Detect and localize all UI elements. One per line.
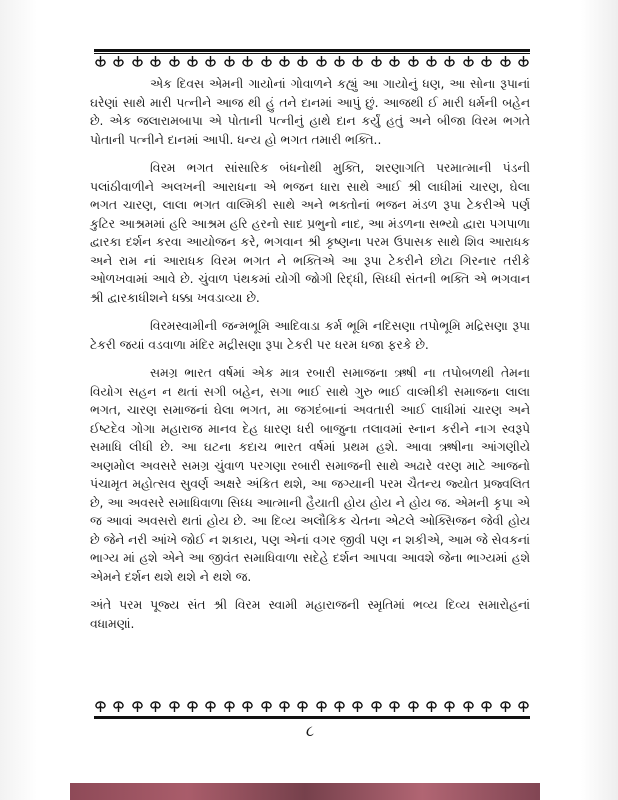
flourish-ornament-icon xyxy=(425,701,438,713)
flourish-ornament-icon xyxy=(260,701,273,713)
cover-edge-band xyxy=(70,783,540,800)
bottom-ornament-row xyxy=(94,701,530,715)
flourish-ornament-icon xyxy=(131,701,144,713)
flourish-ornament-icon xyxy=(186,55,199,67)
flourish-ornament-icon xyxy=(351,55,364,67)
flourish-ornament-icon xyxy=(517,701,530,713)
top-border-rule-thin xyxy=(94,53,530,54)
flourish-ornament-icon xyxy=(425,55,438,67)
flourish-ornament-icon xyxy=(443,701,456,713)
flourish-ornament-icon xyxy=(407,701,420,713)
flourish-ornament-icon xyxy=(112,55,125,67)
paragraph-2: વિરમ ભગત સાંસારિક બંધનોથી મુક્તિ, શરણાગતિ પરમાત્માની પંડની પલાંઠીવાળીને અલખની આરાધના એ ભજન ધારા સાથે આઈ શ્રી લાધીમાં ચારણ, ઘેલા ભગત ચારણ, લાલા ભગત વાલ્મિકી સાથે અને ભક્તોનાં ભજન મંડળ રૂપા ટેકરીએ પર્ણ કુટિર આશ્રમમાં હરિ આશ્રમ હરિ હરનો સાદ પ્રભુનો નાદ, આ મંડળના સભ્યો દ્વારા પગપાળા દ્વારકા દર્શન કરવા આયોજન કરે, ભગવાન શ્રી કૃષ્ણના પરમ ઉપાસક સાથે શિવ આરાધક અને રામ નાં આરાધક વિરમ ભગત ને ભક્તિએ આ રૂપા ટેકરીને છોટા ગિરનાર તરીકે ઓળખવામાં આવે છે. ચુંવાળ પંથકમાં યોગી જોગી રિદ્ધી, સિધ્ધી સંતની ભક્તિ એ ભગવાન શ્રી દ્વારકાધીશને ધક્કા ખવડાવ્યા છે. xyxy=(90,161,530,305)
flourish-ornament-icon xyxy=(407,55,420,67)
paragraph-4: સમગ્ર ભારત વર્ષમાં એક માત્ર રબારી સમાજના ઋષી ના તપોબળથી તેમના વિયોગ સહન ન થતાં સગી બહેન, સગા ભાઈ સાથે ગુરુ ભાઈ વાલ્મીકી સમાજના લાલા ભગત, ચારણ સમાજનાં ઘેલા ભગત, મા જગદંબાનાં અવતારી આઈ લાધીમાં ચારણ અને ઈષ્ટદેવ ગોગા મહારાજ માનવ દેહ ધારણ ધરી બાજુના તલાવમાં સ્નાન કરીને નાગ સ્વરૂપે સમાધિ લીધી છે. આ ઘટના કદાચ ભારત વર્ષમાં પ્રથમ હશે. આવા ઋષીના આંગણીયે અણમોલ અવસરે સમગ્ર ચુંવાળ પરગણા રબારી સમાજની સાથે અઢારે વરણ માટે આજનો પંચામૃત મહોત્સવ સુવર્ણ અક્ષરે અંકિત થશે, આ જગ્યાની પરમ ચૈતન્ય જ્યોત પ્રજ્વલિત છે, આ અવસરે સમાધિવાળા સિધ્ધ આત્માની હૈયાતી હોય હોય ને હોય જ. એમની કૃપા એ જ આવાં અવસરો થતાં હોય છે. આ દિવ્ય અલૌકિક ચેતના એટલે ઓક્સિજન જેવી હોય છે જેને નરી આંખે જોઈ ન શકાય, પણ એનાં વગર જીવી પણ ન શકીએ, આમ જે સેવકનાં ભાગ્ય માં હશે એને આ જીવંત સમાધિવાળા સદેહે દર્શન આપવા આવશે જેના ભાગ્યમાં હશે એમને દર્શન થશે થશે ને થશે જ. xyxy=(90,366,531,584)
paragraph-3: વિરમસ્વામીની જન્મભૂમિ આદિવાડા કર્મ ભૂમિ નદિસણા તપોભૂમિ મદ્રિસણા રૂપા ટેકરી જયાં વડવાળા મંદિર મદ્રીસણા રૂપા ટેકરી પર ધરમ ધજા ફરકે છે. xyxy=(90,319,530,352)
flourish-ornament-icon xyxy=(149,701,162,713)
flourish-ornament-icon xyxy=(168,701,181,713)
flourish-ornament-icon xyxy=(388,701,401,713)
bottom-ornamental-border xyxy=(94,700,530,722)
flourish-ornament-icon xyxy=(480,55,493,67)
flourish-ornament-icon xyxy=(333,701,346,713)
flourish-ornament-icon xyxy=(333,55,346,67)
flourish-ornament-icon xyxy=(370,55,383,67)
flourish-ornament-icon xyxy=(462,55,475,67)
flourish-ornament-icon xyxy=(241,55,254,67)
flourish-ornament-icon xyxy=(315,701,328,713)
flourish-ornament-icon xyxy=(517,55,530,67)
flourish-ornament-icon xyxy=(241,701,254,713)
top-ornamental-border xyxy=(94,48,530,70)
top-border-rule xyxy=(94,49,530,52)
paragraph-1: એક દિવસ એમની ગાયોનાં ગોવાળને કહ્યું આ ગાયોનું ધણ, આ સોના રૂપાનાં ઘરેણાં સાથે મારી પત્નીને આજ થી હું તને દાનમાં આપું છું. આજથી ઈ મારી ધર્મની બહેન છે. એક જલારામબાપા એ પોતાની પત્નીનું હાથે દાન કર્યું હતું અને બીજા વિરમ ભગતે પોતાની પત્નીને દાનમાં આપી. ધન્ય હો ભગત તમારી ભક્તિ.. xyxy=(90,77,530,147)
flourish-ornament-icon xyxy=(296,701,309,713)
flourish-ornament-icon xyxy=(499,701,512,713)
flourish-ornament-icon xyxy=(186,701,199,713)
flourish-ornament-icon xyxy=(131,55,144,67)
flourish-ornament-icon xyxy=(480,701,493,713)
bottom-border-rule xyxy=(94,716,530,719)
flourish-ornament-icon xyxy=(223,701,236,713)
flourish-ornament-icon xyxy=(278,701,291,713)
flourish-ornament-icon xyxy=(223,55,236,67)
flourish-ornament-icon xyxy=(112,701,125,713)
top-ornament-row xyxy=(94,55,530,69)
flourish-ornament-icon xyxy=(204,701,217,713)
flourish-ornament-icon xyxy=(443,55,456,67)
page-number: ૮ xyxy=(305,722,315,740)
flourish-ornament-icon xyxy=(204,55,217,67)
flourish-ornament-icon xyxy=(260,55,273,67)
flourish-ornament-icon xyxy=(351,701,364,713)
flourish-ornament-icon xyxy=(315,55,328,67)
flourish-ornament-icon xyxy=(499,55,512,67)
flourish-ornament-icon xyxy=(168,55,181,67)
flourish-ornament-icon xyxy=(370,701,383,713)
flourish-ornament-icon xyxy=(94,701,107,713)
flourish-ornament-icon xyxy=(388,55,401,67)
paragraph-5: અંતે પરમ પૂજ્ય સંત શ્રી વિરમ સ્વામી મહારાજની સ્મૃતિમાં ભવ્ય દિવ્ય સમારોહનાં વધામણાં. xyxy=(90,598,530,631)
flourish-ornament-icon xyxy=(278,55,291,67)
flourish-ornament-icon xyxy=(94,55,107,67)
flourish-ornament-icon xyxy=(462,701,475,713)
flourish-ornament-icon xyxy=(296,55,309,67)
article-body xyxy=(90,75,530,643)
flourish-ornament-icon xyxy=(149,55,162,67)
